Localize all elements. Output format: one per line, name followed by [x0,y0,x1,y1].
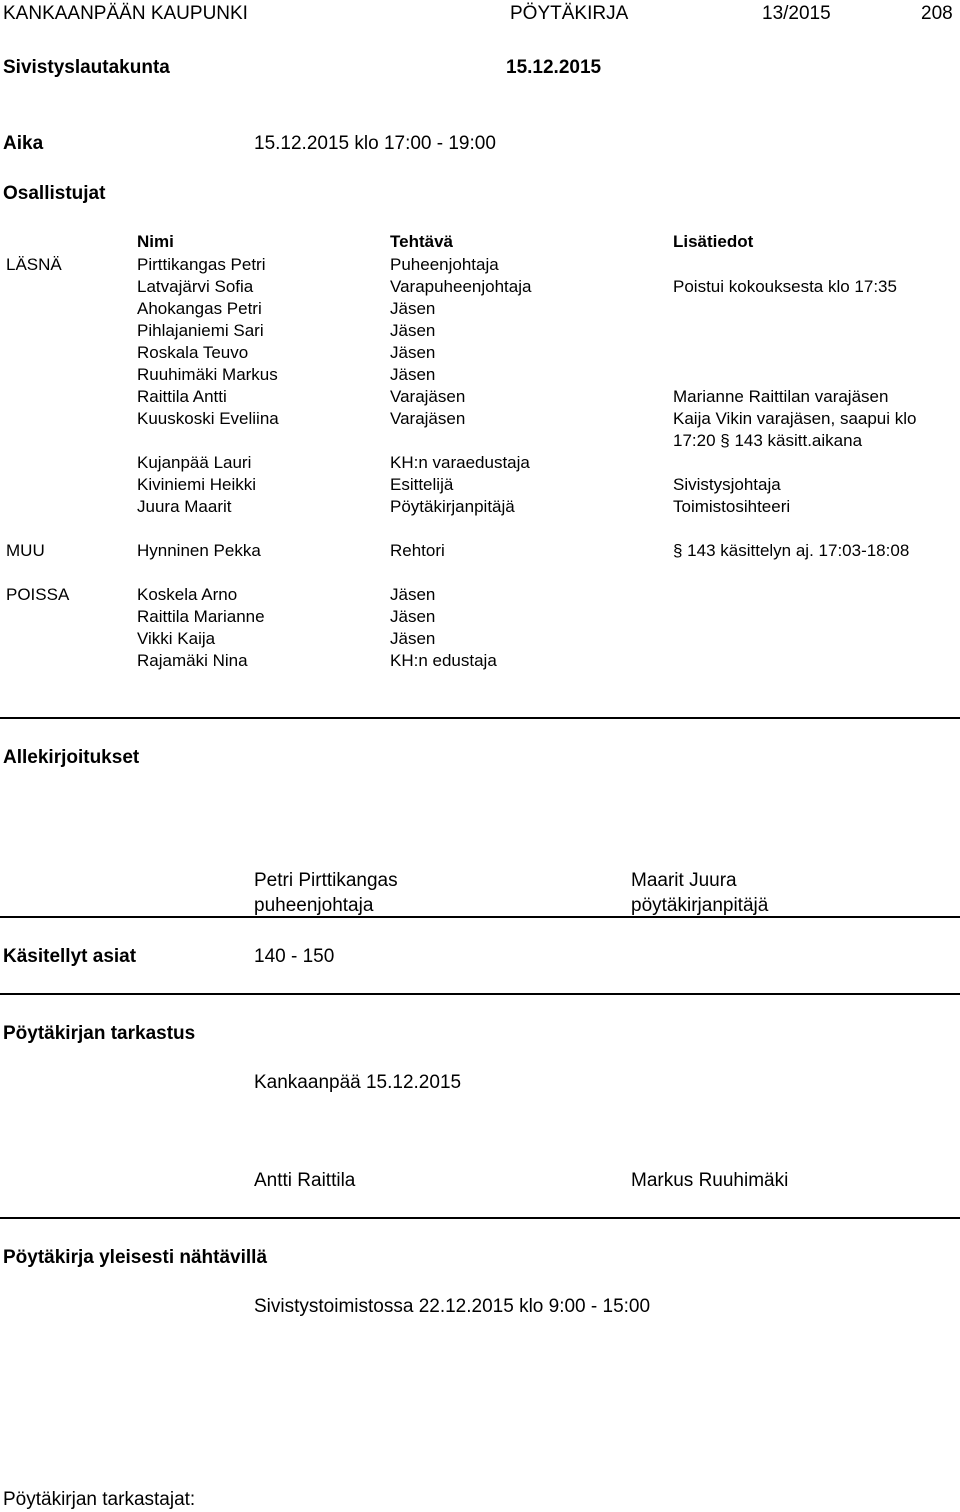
participant-name: Raittila Antti [137,387,227,406]
section-divider [0,717,960,719]
participant-role: Pöytäkirjanpitäjä [390,497,515,516]
secretary-title: pöytäkirjanpitäjä [631,895,769,916]
review-heading: Pöytäkirjan tarkastus [3,1023,196,1044]
participant-name: Koskela Arno [137,585,238,604]
public-display-heading: Pöytäkirja yleisesti nähtävillä [3,1247,268,1268]
column-header-info: Lisätiedot [673,232,754,251]
reviewer-2-name: Markus Ruuhimäki [631,1170,789,1191]
participant-name: Raittila Marianne [137,607,265,626]
participant-name: Kujanpää Lauri [137,453,252,472]
board-name: Sivistyslautakunta [3,57,170,78]
other-label: MUU [6,541,45,560]
participant-name: Ruuhimäki Markus [137,365,278,384]
participant-name: Pihlajaniemi Sari [137,321,264,340]
column-header-name: Nimi [137,232,174,251]
participant-name: Latvajärvi Sofia [137,277,254,296]
document-number: 13/2015 [762,3,831,24]
participant-role: Jäsen [390,343,436,362]
participant-role: Esittelijä [390,475,454,494]
participant-role: Jäsen [390,299,436,318]
secretary-name: Maarit Juura [631,870,737,891]
time-value: 15.12.2015 klo 17:00 - 19:00 [254,133,496,154]
participant-role: Puheenjohtaja [390,255,499,274]
chair-title: puheenjohtaja [254,895,374,916]
participant-info: Marianne Raittilan varajäsen [673,387,889,406]
participant-name: Vikki Kaija [137,629,216,648]
column-header-role: Tehtävä [390,232,453,251]
participant-role: Jäsen [390,629,436,648]
public-display-value: Sivistystoimistossa 22.12.2015 klo 9:00 - 15:00 [254,1296,651,1317]
items-value: 140 - 150 [254,946,335,967]
section-divider [0,993,960,995]
participant-info: § 143 käsittelyn aj. 17:03-18:08 [673,541,910,560]
participant-role: Rehtori [390,541,445,560]
time-label: Aika [3,133,44,154]
participant-name: Ahokangas Petri [137,299,262,318]
reviewers-footer-label: Pöytäkirjan tarkastajat: [3,1489,196,1510]
participant-name: Juura Maarit [137,497,232,516]
present-label: LÄSNÄ [6,255,62,274]
participant-name: Kuuskoski Eveliina [137,409,279,428]
participant-role: Varajäsen [390,409,466,428]
participant-role: Varajäsen [390,387,466,406]
participant-role: Varapuheenjohtaja [390,277,532,296]
items-label: Käsitellyt asiat [3,946,137,967]
signatures-heading: Allekirjoitukset [3,747,140,768]
participant-role: Jäsen [390,321,436,340]
participant-name: Kiviniemi Heikki [137,475,257,494]
participant-role: KH:n edustaja [390,651,497,670]
participant-role: KH:n varaedustaja [390,453,530,472]
participants-heading: Osallistujat [3,183,106,204]
page-number: 208 [921,3,953,24]
participant-name: Roskala Teuvo [137,343,249,362]
section-divider [0,1217,960,1219]
participant-info: Kaija Vikin varajäsen, saapui klo [673,409,917,428]
chair-name: Petri Pirttikangas [254,870,398,891]
participant-info: Sivistysjohtaja [673,475,781,494]
review-place-date: Kankaanpää 15.12.2015 [254,1072,462,1093]
participant-role: Jäsen [390,607,436,626]
participant-role: Jäsen [390,585,436,604]
participant-role: Jäsen [390,365,436,384]
section-divider [0,916,960,918]
meeting-date: 15.12.2015 [506,57,602,78]
organization-name: KANKAANPÄÄN KAUPUNKI [3,3,248,24]
document-type: PÖYTÄKIRJA [510,3,629,24]
participant-name: Hynninen Pekka [137,541,261,560]
absent-label: POISSA [6,585,70,604]
reviewer-1-name: Antti Raittila [254,1170,356,1191]
participant-info: Poistui kokouksesta klo 17:35 [673,277,897,296]
participant-name: Pirttikangas Petri [137,255,266,274]
participant-name: Rajamäki Nina [137,651,248,670]
participant-info: Toimistosihteeri [673,497,791,516]
participant-info-continued: 17:20 § 143 käsitt.aikana [673,431,863,450]
